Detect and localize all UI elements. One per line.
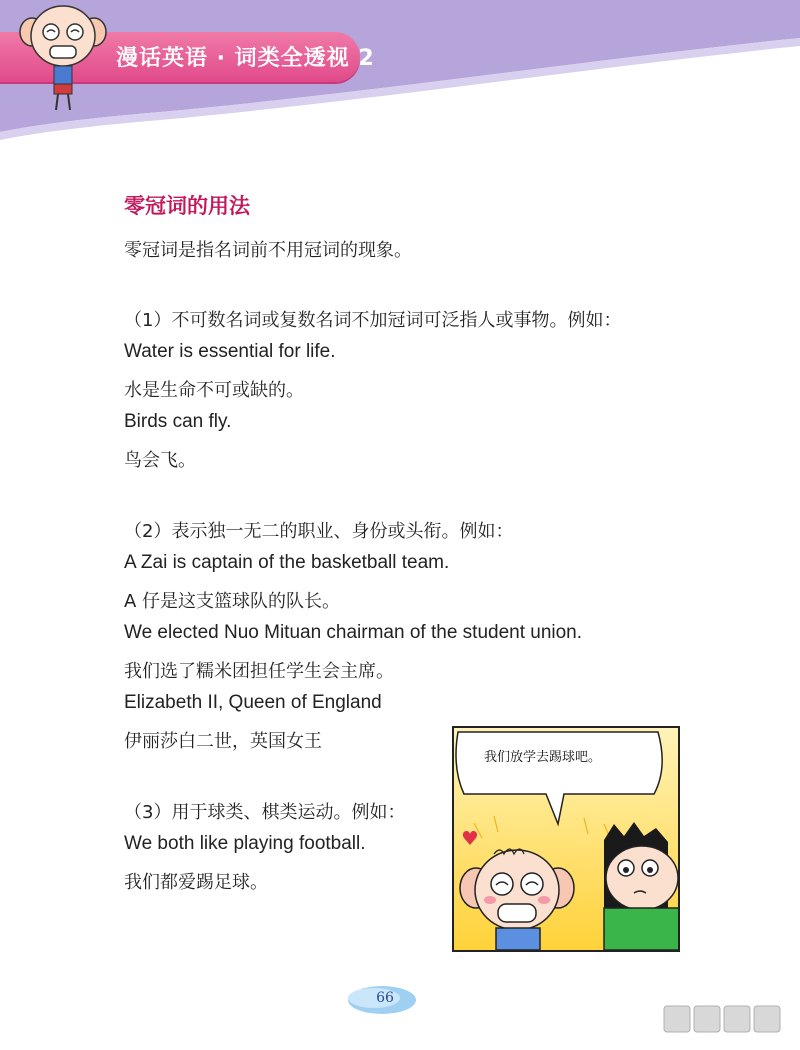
page-number: 66: [376, 990, 394, 1006]
series-title: 漫话英语 · 词类全透视 2: [116, 46, 375, 71]
rule-1-example-1-zh: 水是生命不可或缺的。: [124, 380, 304, 401]
watermark-logo-icon: [660, 1000, 788, 1038]
intro-text: 零冠词是指名词前不用冠词的现象。: [124, 240, 412, 261]
rule-3-example-1-zh: 我们都爱踢足球。: [124, 872, 268, 893]
rule-3-label: （3）用于球类、棋类运动。例如：: [124, 802, 406, 823]
rule-2-example-2-zh: 我们选了糯米团担任学生会主席。: [124, 661, 394, 682]
rule-2-example-1-en: A Zai is captain of the basketball team.: [124, 552, 450, 573]
rule-3-example-1-en: We both like playing football.: [124, 833, 366, 854]
rule-1-example-1-en: Water is essential for life.: [124, 341, 336, 362]
rule-1-example-2-en: Birds can fly.: [124, 411, 232, 432]
speech-bubble-text: 我们放学去踢球吧。: [484, 750, 602, 765]
mascot-icon: [18, 2, 108, 114]
section-heading: 零冠词的用法: [124, 194, 250, 218]
rule-1-example-2-zh: 鸟会飞。: [124, 450, 196, 471]
rule-2-example-3-zh: 伊丽莎白二世，英国女王: [124, 731, 322, 752]
comic-panel: [452, 726, 680, 952]
rule-2-example-2-en: We elected Nuo Mituan chairman of the student union.: [124, 622, 583, 643]
rule-2-example-1-zh: A 仔是这支篮球队的队长。: [124, 591, 341, 612]
rule-2-example-3-en: Elizabeth II, Queen of England: [124, 692, 382, 713]
rule-2-label: （2）表示独一无二的职业、身份或头衔。例如：: [124, 521, 514, 542]
rule-1-label: （1）不可数名词或复数名词不加冠词可泛指人或事物。例如：: [124, 310, 622, 331]
